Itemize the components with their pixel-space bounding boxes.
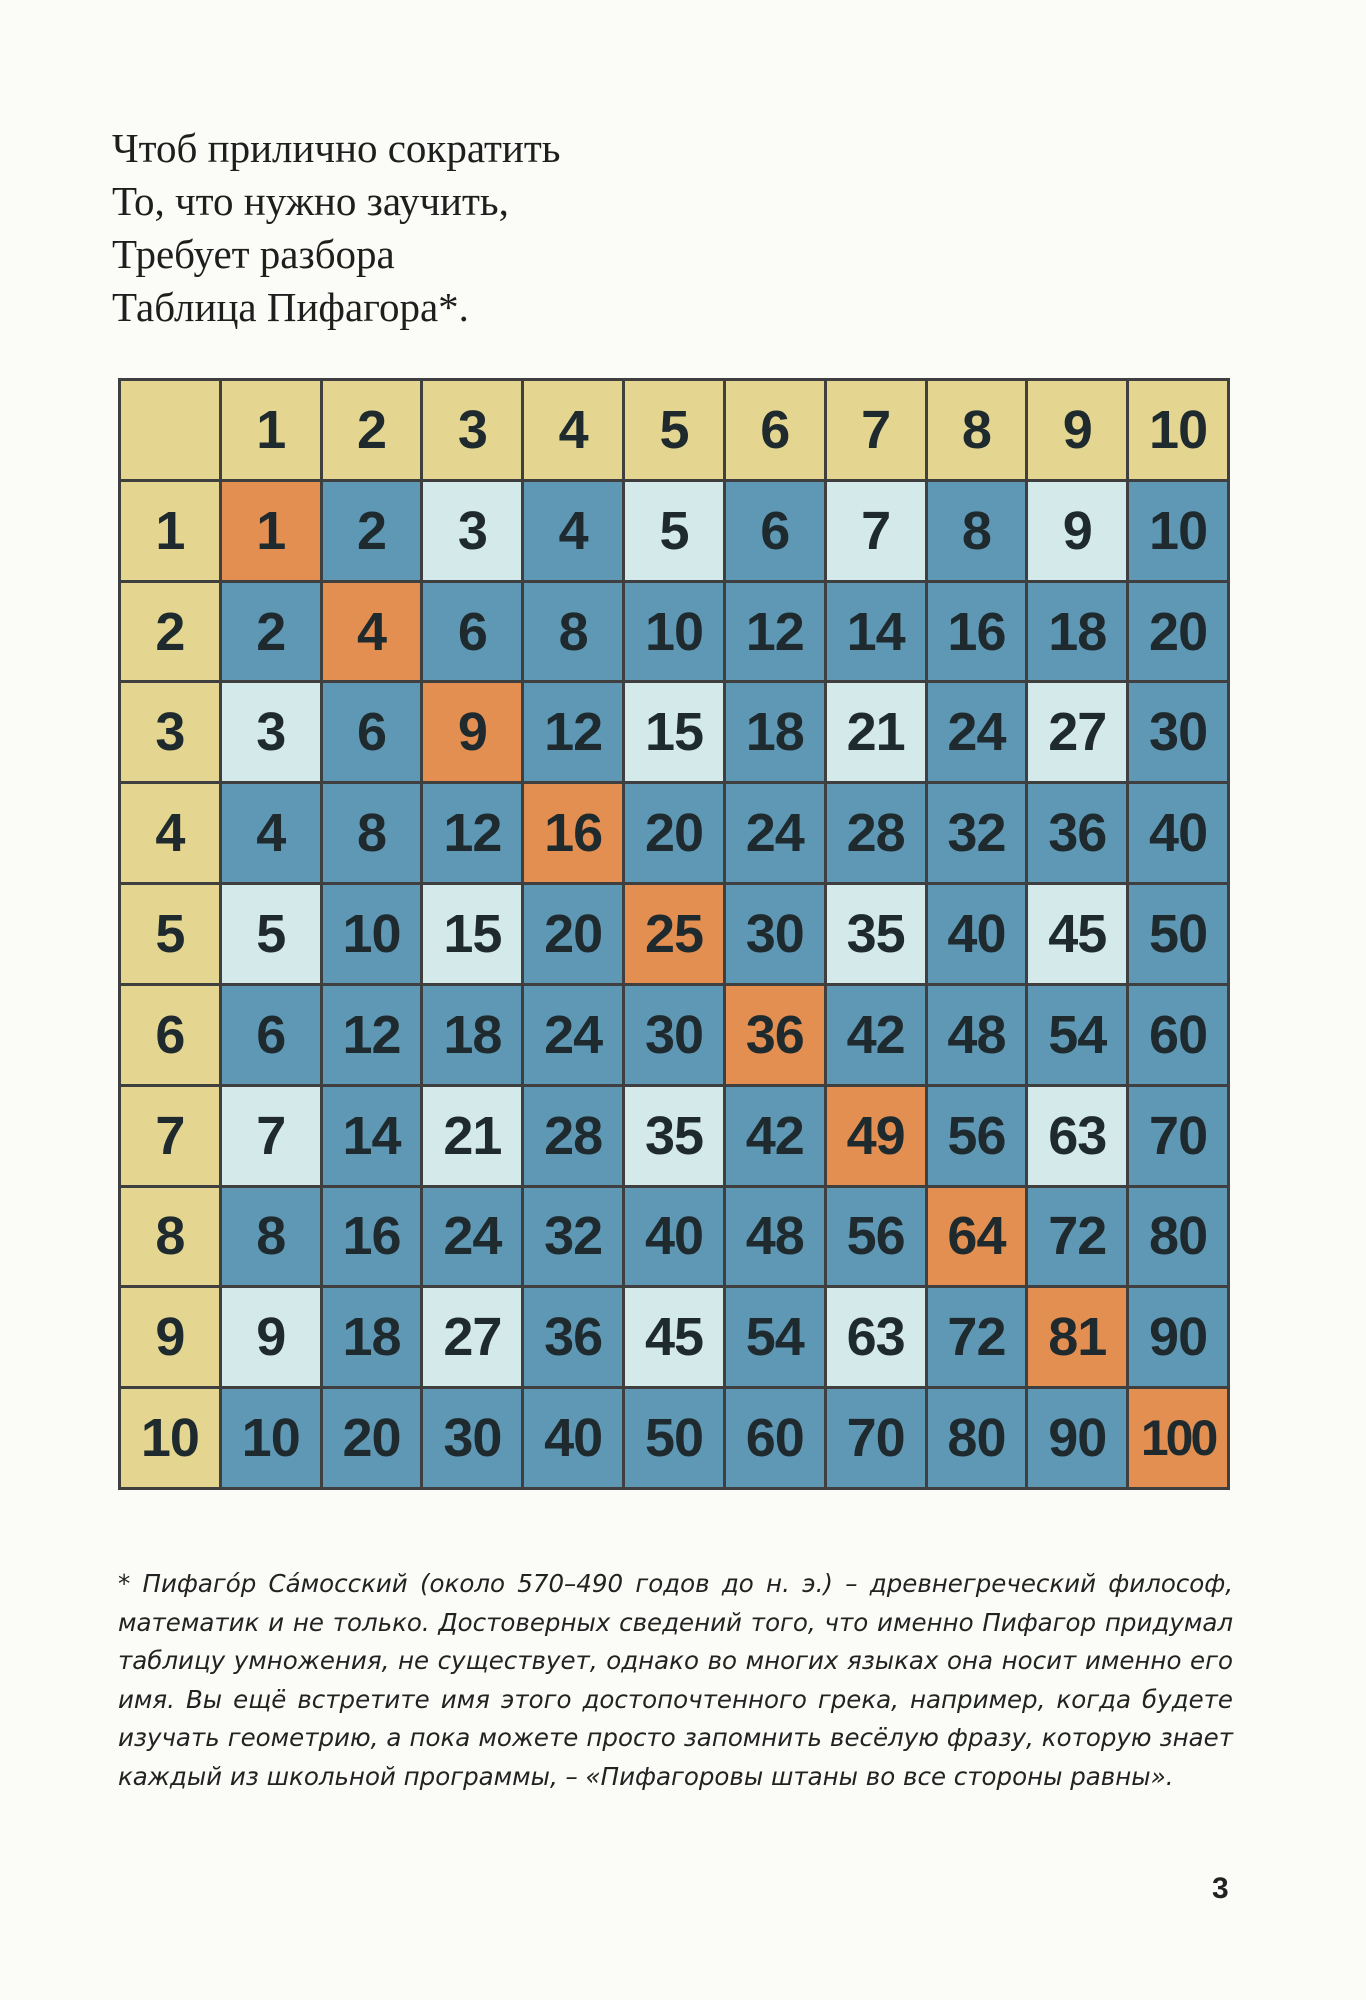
table-cell: 14 [827,583,925,681]
table-cell: 27 [1028,683,1126,781]
table-cell-square: 16 [524,784,622,882]
table-cell: 15 [423,885,521,983]
table-cell: 50 [625,1389,723,1487]
table-cell: 12 [323,986,421,1084]
table-cell-square: 36 [726,986,824,1084]
table-corner [121,381,219,479]
table-cell: 27 [423,1288,521,1386]
table-cell-square: 100 [1129,1389,1227,1487]
table-cell: 80 [928,1389,1026,1487]
table-cell: 4 [222,784,320,882]
column-header: 9 [1028,381,1126,479]
table-cell-square: 81 [1028,1288,1126,1386]
table-cell: 8 [928,482,1026,580]
table-cell: 10 [625,583,723,681]
table-cell: 5 [625,482,723,580]
table-cell: 56 [827,1188,925,1286]
row-header: 8 [121,1188,219,1286]
table-cell: 70 [1129,1087,1227,1185]
table-cell: 9 [1028,482,1126,580]
column-header: 5 [625,381,723,479]
table-cell: 6 [423,583,521,681]
table-cell: 10 [1129,482,1227,580]
table-cell: 6 [222,986,320,1084]
table-cell: 40 [524,1389,622,1487]
table-cell: 5 [222,885,320,983]
page-number: 3 [1212,1872,1229,1905]
table-cell: 36 [524,1288,622,1386]
table-cell: 54 [1028,986,1126,1084]
table-cell: 30 [726,885,824,983]
column-header: 2 [323,381,421,479]
row-header: 5 [121,885,219,983]
table-cell: 60 [1129,986,1227,1084]
table-cell: 48 [928,986,1026,1084]
table-cell: 24 [524,986,622,1084]
column-header: 10 [1129,381,1227,479]
table-cell: 40 [625,1188,723,1286]
table-cell: 20 [323,1389,421,1487]
table-cell: 36 [1028,784,1126,882]
poem-line-4: Таблица Пифагора*. [112,284,469,330]
row-header: 3 [121,683,219,781]
table-cell-square: 64 [928,1188,1026,1286]
table-cell: 24 [423,1188,521,1286]
table-cell: 80 [1129,1188,1227,1286]
table-cell: 14 [323,1087,421,1185]
table-cell: 30 [1129,683,1227,781]
table-cell-square: 49 [827,1087,925,1185]
poem [112,122,812,334]
table-cell-square: 25 [625,885,723,983]
table-cell-square: 4 [323,583,421,681]
column-header: 7 [827,381,925,479]
row-header: 6 [121,986,219,1084]
column-header: 6 [726,381,824,479]
poem-line-2: То, что нужно заучить, [112,178,509,224]
row-header: 7 [121,1087,219,1185]
table-cell: 4 [524,482,622,580]
table-cell: 35 [827,885,925,983]
column-header: 8 [928,381,1026,479]
column-header: 3 [423,381,521,479]
table-cell: 32 [928,784,1026,882]
table-cell: 8 [222,1188,320,1286]
table-cell: 12 [726,583,824,681]
table-cell: 7 [222,1087,320,1185]
table-cell: 8 [323,784,421,882]
table-cell: 45 [1028,885,1126,983]
table-cell: 18 [726,683,824,781]
table-cell: 7 [827,482,925,580]
table-cell: 9 [222,1288,320,1386]
table-cell: 54 [726,1288,824,1386]
table-cell: 18 [423,986,521,1084]
table-cell: 28 [827,784,925,882]
poem-line-3: Требует разбора [112,231,395,277]
table-cell: 48 [726,1188,824,1286]
table-cell-square: 1 [222,482,320,580]
table-cell: 20 [1129,583,1227,681]
table-cell: 3 [222,683,320,781]
table-cell: 12 [423,784,521,882]
table-cell: 2 [323,482,421,580]
table-cell: 12 [524,683,622,781]
row-header: 1 [121,482,219,580]
table-cell: 72 [928,1288,1026,1386]
table-cell: 40 [928,885,1026,983]
table-cell: 30 [625,986,723,1084]
table-cell: 10 [222,1389,320,1487]
table-cell: 6 [726,482,824,580]
table-cell: 40 [1129,784,1227,882]
column-header: 1 [222,381,320,479]
table-cell: 56 [928,1087,1026,1185]
poem-line-1: Чтоб прилично сократить [112,125,561,171]
table-cell: 18 [323,1288,421,1386]
footnote: * Пифаго́р Са́мосский (около 570–490 годов до н. э.) – древнегреческий философ, математик и не только. Достоверных сведений того, что именно Пифагор придумал таблицу умножения, не существует, однако во многих языках она носит именно его имя. Вы ещё встретите имя этого достопочтенного грека, например, когда будете изучать геометрию, а пока можете просто запомнить весёлую фразу, которую знает каждый из школьной программы, – «Пифагоровы штаны во все стороны равны». [118,1569,1233,1791]
table-cell: 6 [323,683,421,781]
table-cell: 2 [222,583,320,681]
table-cell: 18 [1028,583,1126,681]
table-cell-square: 9 [423,683,521,781]
table-cell: 10 [323,885,421,983]
table-cell: 32 [524,1188,622,1286]
row-header: 10 [121,1389,219,1487]
table-cell: 90 [1129,1288,1227,1386]
table-cell: 63 [1028,1087,1126,1185]
table-cell: 50 [1129,885,1227,983]
table-cell: 72 [1028,1188,1126,1286]
table-cell: 8 [524,583,622,681]
table-cell: 20 [524,885,622,983]
table-cell: 16 [928,583,1026,681]
table-cell: 21 [423,1087,521,1185]
table-cell: 21 [827,683,925,781]
table-cell: 28 [524,1087,622,1185]
table-cell: 16 [323,1188,421,1286]
table-cell: 70 [827,1389,925,1487]
table-cell: 35 [625,1087,723,1185]
table-cell: 3 [423,482,521,580]
row-header: 2 [121,583,219,681]
table-cell: 42 [726,1087,824,1185]
table-cell: 24 [928,683,1026,781]
table-cell: 15 [625,683,723,781]
table-cell: 24 [726,784,824,882]
row-header: 9 [121,1288,219,1386]
table-cell: 45 [625,1288,723,1386]
table-cell: 90 [1028,1389,1126,1487]
table-cell: 60 [726,1389,824,1487]
row-header: 4 [121,784,219,882]
table-cell: 30 [423,1389,521,1487]
table-cell: 42 [827,986,925,1084]
column-header: 4 [524,381,622,479]
table-cell: 63 [827,1288,925,1386]
pythagoras-table [118,378,1230,1490]
table-cell: 20 [625,784,723,882]
